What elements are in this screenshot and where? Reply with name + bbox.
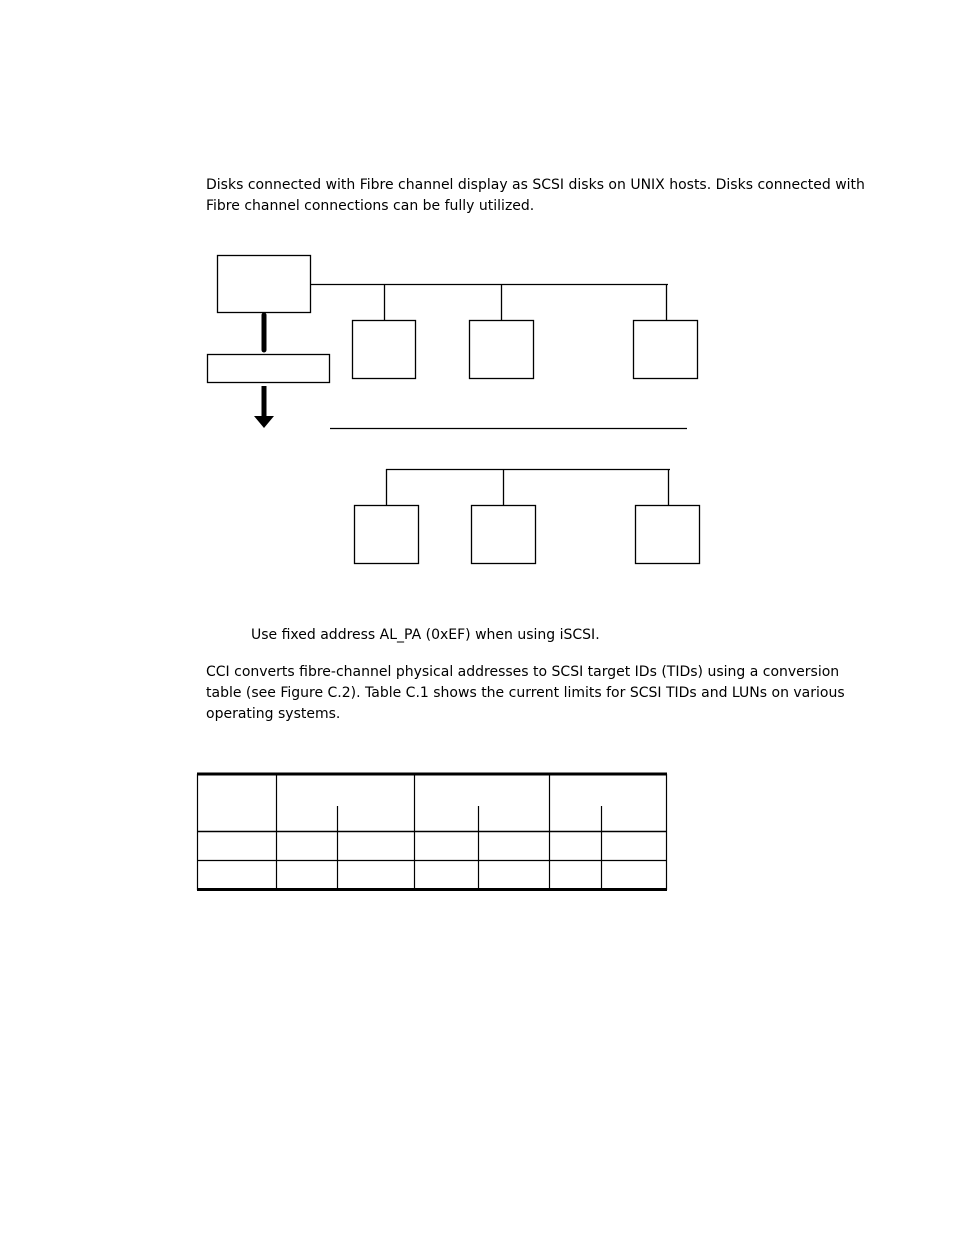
intro-paragraph: Disks connected with Fibre channel display as SCSI disks on UNIX hosts. Disks connected with Fibre channel connections can be fully utilized. bbox=[206, 177, 865, 214]
note-text: Use fixed address AL_PA (0xEF) when using iSCSI. bbox=[251, 627, 600, 643]
limits-table bbox=[196, 772, 668, 892]
adapter-arrow-head bbox=[254, 416, 274, 428]
upper-device-3 bbox=[634, 321, 698, 379]
upper-device-1 bbox=[353, 321, 416, 379]
host-box bbox=[218, 256, 311, 313]
lower-device-2 bbox=[472, 506, 536, 564]
conversion-paragraph: CCI converts fibre-channel physical addresses to SCSI target IDs (TIDs) using a conversion table (see Figure C.2). Table C.1 shows the current limits for SCSI TIDs and LUNs on various operating systems. bbox=[206, 664, 845, 722]
adapter-box bbox=[208, 355, 330, 383]
upper-device-2 bbox=[470, 321, 534, 379]
lower-device-1 bbox=[355, 506, 419, 564]
lower-device-3 bbox=[636, 506, 700, 564]
